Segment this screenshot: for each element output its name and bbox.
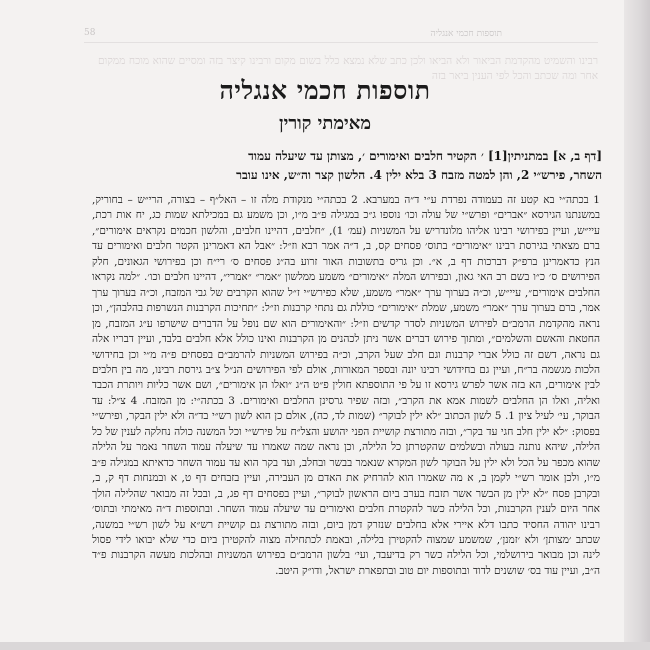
page-edge-bottom bbox=[0, 642, 650, 650]
lemma-line-2: השחר, פירש״י 2, והן למטה מזבח 3 בלא ילין 4. הלשון קצר וה״ש, אינו עובר bbox=[236, 168, 602, 182]
running-title: תוספות חכמי אנגליה bbox=[430, 29, 502, 39]
running-head bbox=[84, 28, 598, 43]
footnotes-block bbox=[92, 193, 600, 635]
lemma-line-1: [דף ב, א] במתניתין[1] ׳ הקטיר חלבים ואימורים ׳, מצותן עד שיעלה עמוד bbox=[248, 149, 602, 163]
bleed-through-text: רבינו והשמיט מהקדמת הביאור ולא הביאו ולכן כתב שלא נמצא כלל בשום מקום ורבינו קיצר בזה ומסיים שהוא מוכח ממקום אחר ומה שכתב והכל לפי הענין ביאר בזה bbox=[98, 55, 598, 82]
page-number: 58 bbox=[84, 28, 96, 38]
lemma-block bbox=[90, 147, 602, 185]
section-title: מאימתי קורין bbox=[279, 113, 371, 134]
page-title: תוספות חכמי אנגליה bbox=[219, 76, 431, 105]
footnotes-text: 1 בכתה״י בא קטע זה בעמודה נפרדת ע״י ד״ה במערבא. 2 בכתה״י מנקודת מלה זו – האל״ף – בצורה, הרי״ש – בחוריק, במשנתנו הגירסא ״אברים״ ופרש״י של עולה וכו׳ נוספו ג״כ במגילה פ״ב מ״ו, וכן משמע גם במכילתא שמות כג, יח אות רכת, עיי״ש, ועיין בפירושי רבינו אליהו מלונדריש על המשניות (עמ׳ 1), ״חלבים, דהיינו חלבים, והלשון חכמים נקראים אימורים״, ברם מצאתי בגירסת רבינו ״אימורים״ בתוס׳ פסחים קס, ב, ד״ה אמר רבא וז״ל: ״אבל הא דאמרינן הקטר חלבים ואימורים עד הנץ כדאמרינן ברפ״ק דברכות דף ב, א״. וכן גריס בתשובות האור זרוע בה״ג פסחים ס׳ רי״ח וכן בפירושי הגאונים, חלק הפירושים ס׳ כ״ו בשם רב האי גאון, ובפירוש המלה ״אימורים״ משמע ממלשון ״אמר״ ״אמרי״, דהיינו חלבים וכו׳. ״למה נקראו החלבים אימורים״, עיי״ש, וכ״ה בערוך ערך ״אמר״ משמע, שלא כפירש״י ז״ל שהוא הקרבים של גבי המזבח, וכ״ה בערוך ערך אמר, ברם בערוך ערך ״אמר״ משמע, שמלת ״אימורים״ כוללת גם נתחי קרבנות וז״ל: ״תחיכות הקרבנות הנשרפות בהלבהן״, וכן נראה מהקדמת הרמב״ם לפירוש המשניות לסדר קדשים וז״ל: ״והאימורים הוא שם נופל על הדברים שישרפו ע״ג המזבח, מן החטאת והאשם והשלמים״, ומתוך פירוש דברים אשר ניתן לכהנים מן הקרבנות ואינו כולל אלא חלבים בלבד, ועיין דבריו אלה גם נראה, דשם זה כולל אברי קרבנות וגם חלב שעל הקרב, וכ״ה בפירוש המשניות להרמב״ם בפסחים פ״ה מ״י וכן בחידושי הלכות מגשמה בר״ח, ועיין גם בחידושי רבינו יונה ובספר המאורות, אולם לפי הפירושים הנ״ל צ״ב גירסת רבינו, מה בין חלבים לבין אימורים, הא בזה אשר לפרש גירסא זו על פי התוספתא חולין פ״ט ה״ג ״ואלו הן אימורים״, ושם אשר כליות ויותרת הכבד ואליה, ואלו הן החלבים לשמות אמא את הקרב״, ובזה שפיר גרסינן החלבים ואימורים. 3 בכתה״י: מן המזבח. 4 צ״ל: עד הבוקר, עי׳ לעיל ציון 1. 5 לשון הכתוב ״לא ילין לבוקר״ (שמות לד, כה), אולם כן הוא לשון רש״י בד״ה ולא ילין הבקר, ופירש״י בפסוק: ״לא ילין חלב חגי עד בקר״, ובזה מתורצת קושיית הפני יהושע והצל״ח על פירש״י וכל המשנה כולה נחלקה לענין של כל הלילה, שיהא נותנה בעולה ובשלמים שהקטרתן כל הלילה, וכן נראה שמה שאמרו עד שיעלה עמוד השחר נאמר על הלילה שהוא מכפר על הכל ולא ילין על הבוקר לשון המקרא שנאמר בבשר ובחלב, ועד בקר הוא עד עמוד השחר כדאיתא במגילה פ״ב מ״ו, ולכן אומר רש״י לקמן ב, א מה שאמרו הוא להרחיק את האדם מן העבירה, ועיין בזבחים דף ט, א ובמנחות דף ק, ב, ובקרבן פסח ״לא ילין מן הבשר אשר תזבח בערב ביום הראשון לבוקר״, ועיין בפסחים דף פג, ב, ובכל זה מבואר שהלילה הולך אחר היום לענין הקרבנות, וכל הלילה כשר להקטרת חלבים ואימורים עד שיעלה עמוד השחר. ובתוספות ד״ה מאימתי ובתוס׳ רבינו יהודה החסיד כתבו דלא איירי אלא בחלבים שנזרק דמן ביום, ובזה מתורצת גם קושיית רש״א על לשון רש״י במשנה, שכתב ׳מצותן׳ ולא ׳זמנן׳, שמשמע שמצוה להקטירן בלילה, ובאמת לכתחילה מצוה להקטירן ביום כדי שלא יבואו לידי פסול לינה וכן מבואר בירושלמי, וכל הלילה כשר רק בדיעבד, ועי׳ בלשון הרמב״ם בפירוש המשניות ובהלכות מעשה הקרבנות פ״ד ה״ב, ועיין עוד בס׳ שושנים לדוד ובתוספות יום טוב ובתפארת ישראל, ודו״ק היטב. bbox=[92, 194, 600, 577]
